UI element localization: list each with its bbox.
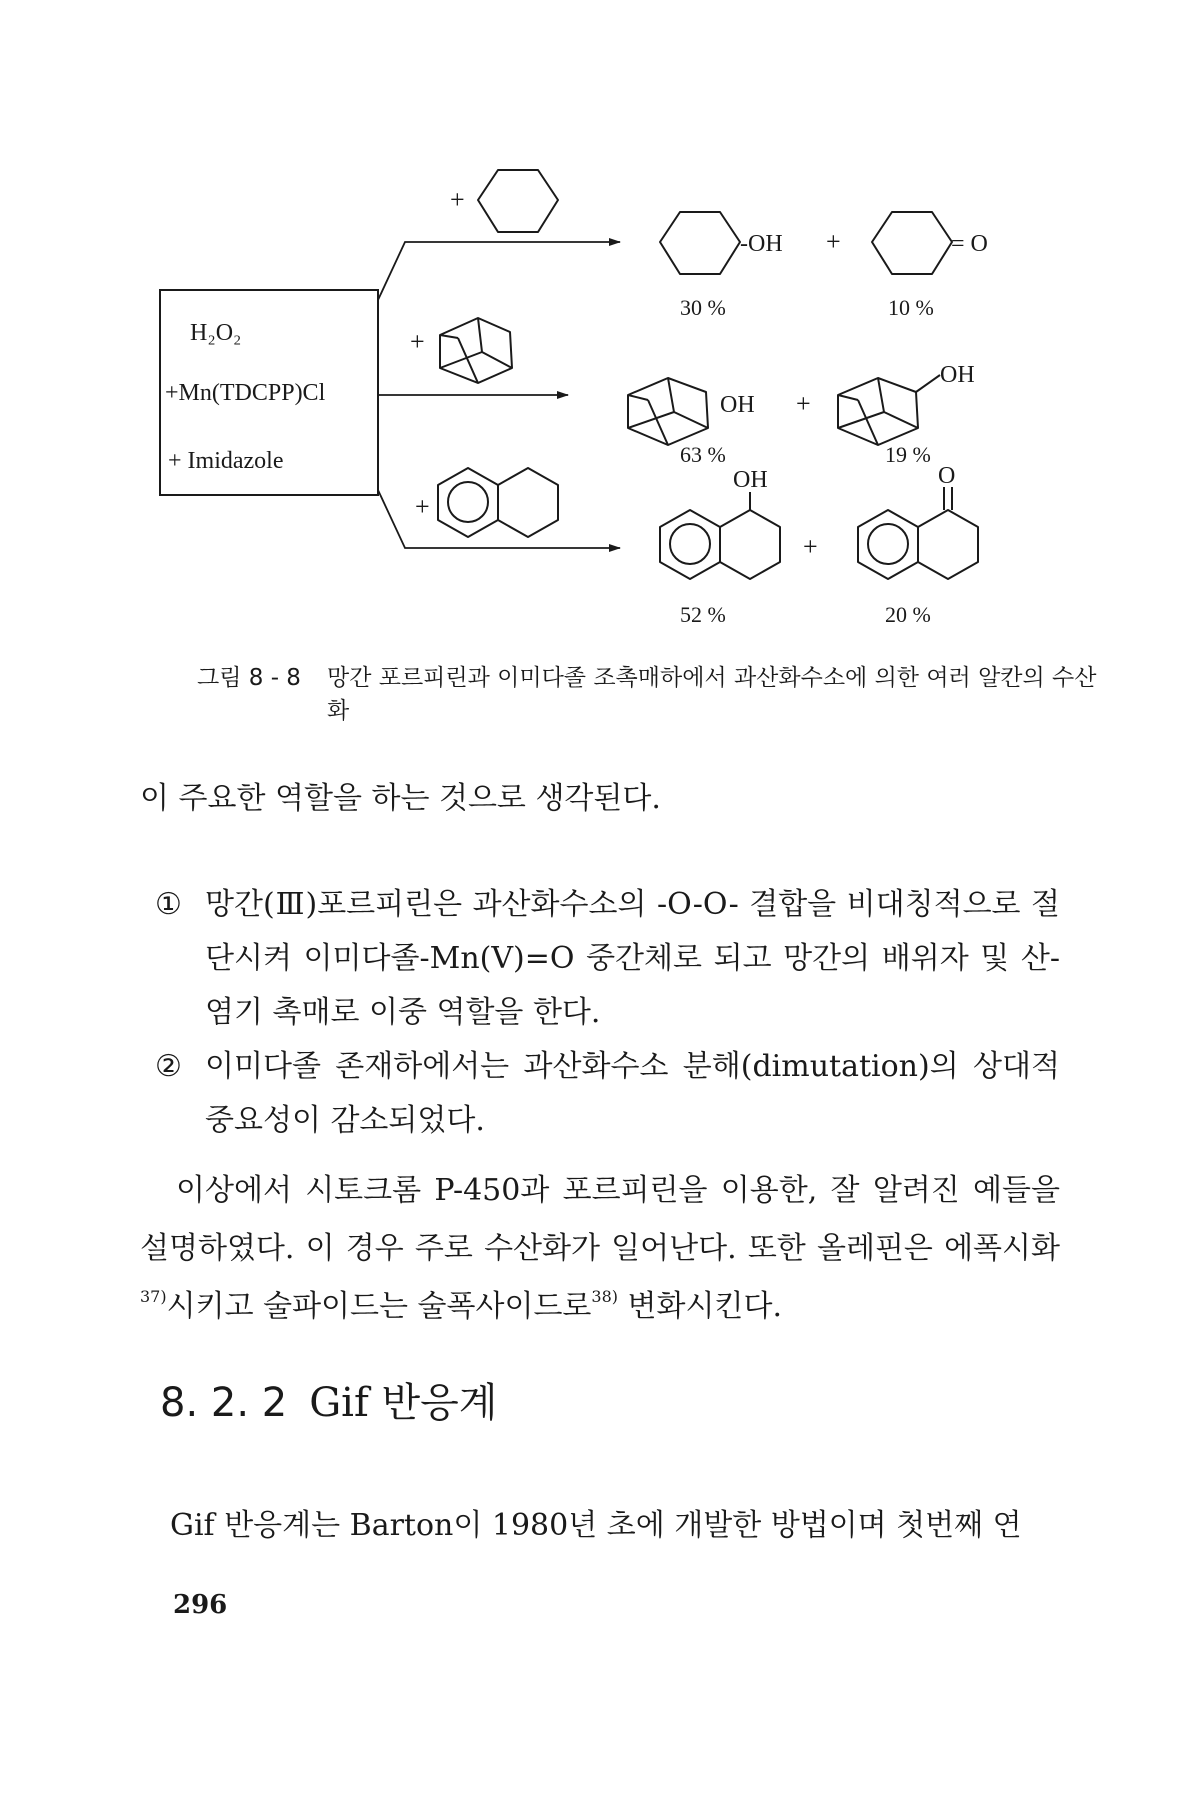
product-yield: 19 % [885,442,931,467]
list-item-text: 망간(Ⅲ)포르피린은 과산화수소의 -O-O- 결합을 비대칭적으로 절단시켜 이미다졸-Mn(V)=O 중간체로 되고 망간의 배위자 및 산-염기 촉매로 이중 역할을 한다. [205,887,1060,1030]
plus-sign: + [450,185,465,214]
paragraph-2-text-a: 이상에서 시토크롬 P-450과 포르피린을 이용한, 잘 알려진 예들을 설명하였다. 이 경우 주로 수산화가 일어난다. 또한 올레핀은 에폭시화 [140,1173,1060,1266]
paragraph-2-text-b: 시키고 술파이드는 술폭사이드로 [166,1289,592,1324]
paragraph-2-text-c: 변화시킨다. [618,1289,782,1324]
product-1a [660,212,783,320]
cyclohexane-structure [478,170,558,232]
reference-38: 38) [591,1287,619,1306]
section-title: Gif 반응계 [309,1380,498,1426]
adamantanol-structure [628,378,708,445]
product-group-label: OH [940,362,975,388]
plus-sign: + [826,227,841,256]
numbered-list [155,878,1060,1148]
paragraph-3: Gif 반응계는 Barton이 1980년 초에 개발한 방법이며 첫번째 연 [170,1508,1022,1543]
product-group-label: O [938,463,956,489]
tetralol-structure [660,492,780,579]
product-2a [628,378,755,467]
paragraph-1: 이 주요한 역할을 하는 것으로 생각된다. [140,781,661,816]
product-2b [838,362,975,467]
product-1b [872,212,988,320]
figure-caption [197,662,1097,728]
reaction-arrow-1 [378,242,620,300]
tetralone-structure [858,487,978,579]
plus-sign: + [415,492,430,521]
product-yield: 30 % [680,295,726,320]
adamantanol-2-structure [838,375,940,445]
tetralin-structure [438,468,558,537]
list-item-text: 이미다졸 존재하에서는 과산화수소 분해(dimutation)의 상대적 중요성이 감소되었다. [205,1049,1060,1138]
plus-sign: + [796,389,811,418]
plus-sign: + [803,532,818,561]
product-yield: 63 % [680,442,726,467]
adamantane-structure [440,318,512,383]
list-marker: ② [155,1049,182,1084]
list-item [155,1040,1060,1148]
reagent-h2o2: H₂O₂ [190,320,242,346]
cyclohexanone-structure [872,212,952,274]
reagent-imidazole: + Imidazole [168,448,284,474]
product-3b [858,463,978,627]
page-number: 296 [173,1590,228,1620]
section-heading [160,1378,497,1428]
product-yield: 10 % [888,295,934,320]
product-3a [660,467,780,627]
list-item [155,878,1060,1040]
figure-caption-text: 망간 포르피린과 이미다졸 조촉매하에서 과산화수소에 의한 여러 알칸의 수산화 [327,665,1097,724]
paragraph-2 [140,1162,1060,1336]
cyclohexanol-structure [660,212,740,274]
product-yield: 20 % [885,602,931,627]
product-group-label: OH [733,467,768,493]
product-group-label: OH [720,392,755,418]
product-group-label: -OH [740,231,783,257]
reference-37: 37) [140,1287,167,1306]
product-group-label: = O [951,231,988,257]
figure-caption-number: 그림 8 - 8 [197,665,301,691]
list-marker: ① [155,887,182,922]
plus-sign: + [410,327,425,356]
reaction-scheme-figure [0,0,1200,660]
reagent-mn-tdcpp-cl: +Mn(TDCPP)Cl [165,380,326,406]
product-yield: 52 % [680,602,726,627]
section-number: 8. 2. 2 [160,1380,288,1426]
